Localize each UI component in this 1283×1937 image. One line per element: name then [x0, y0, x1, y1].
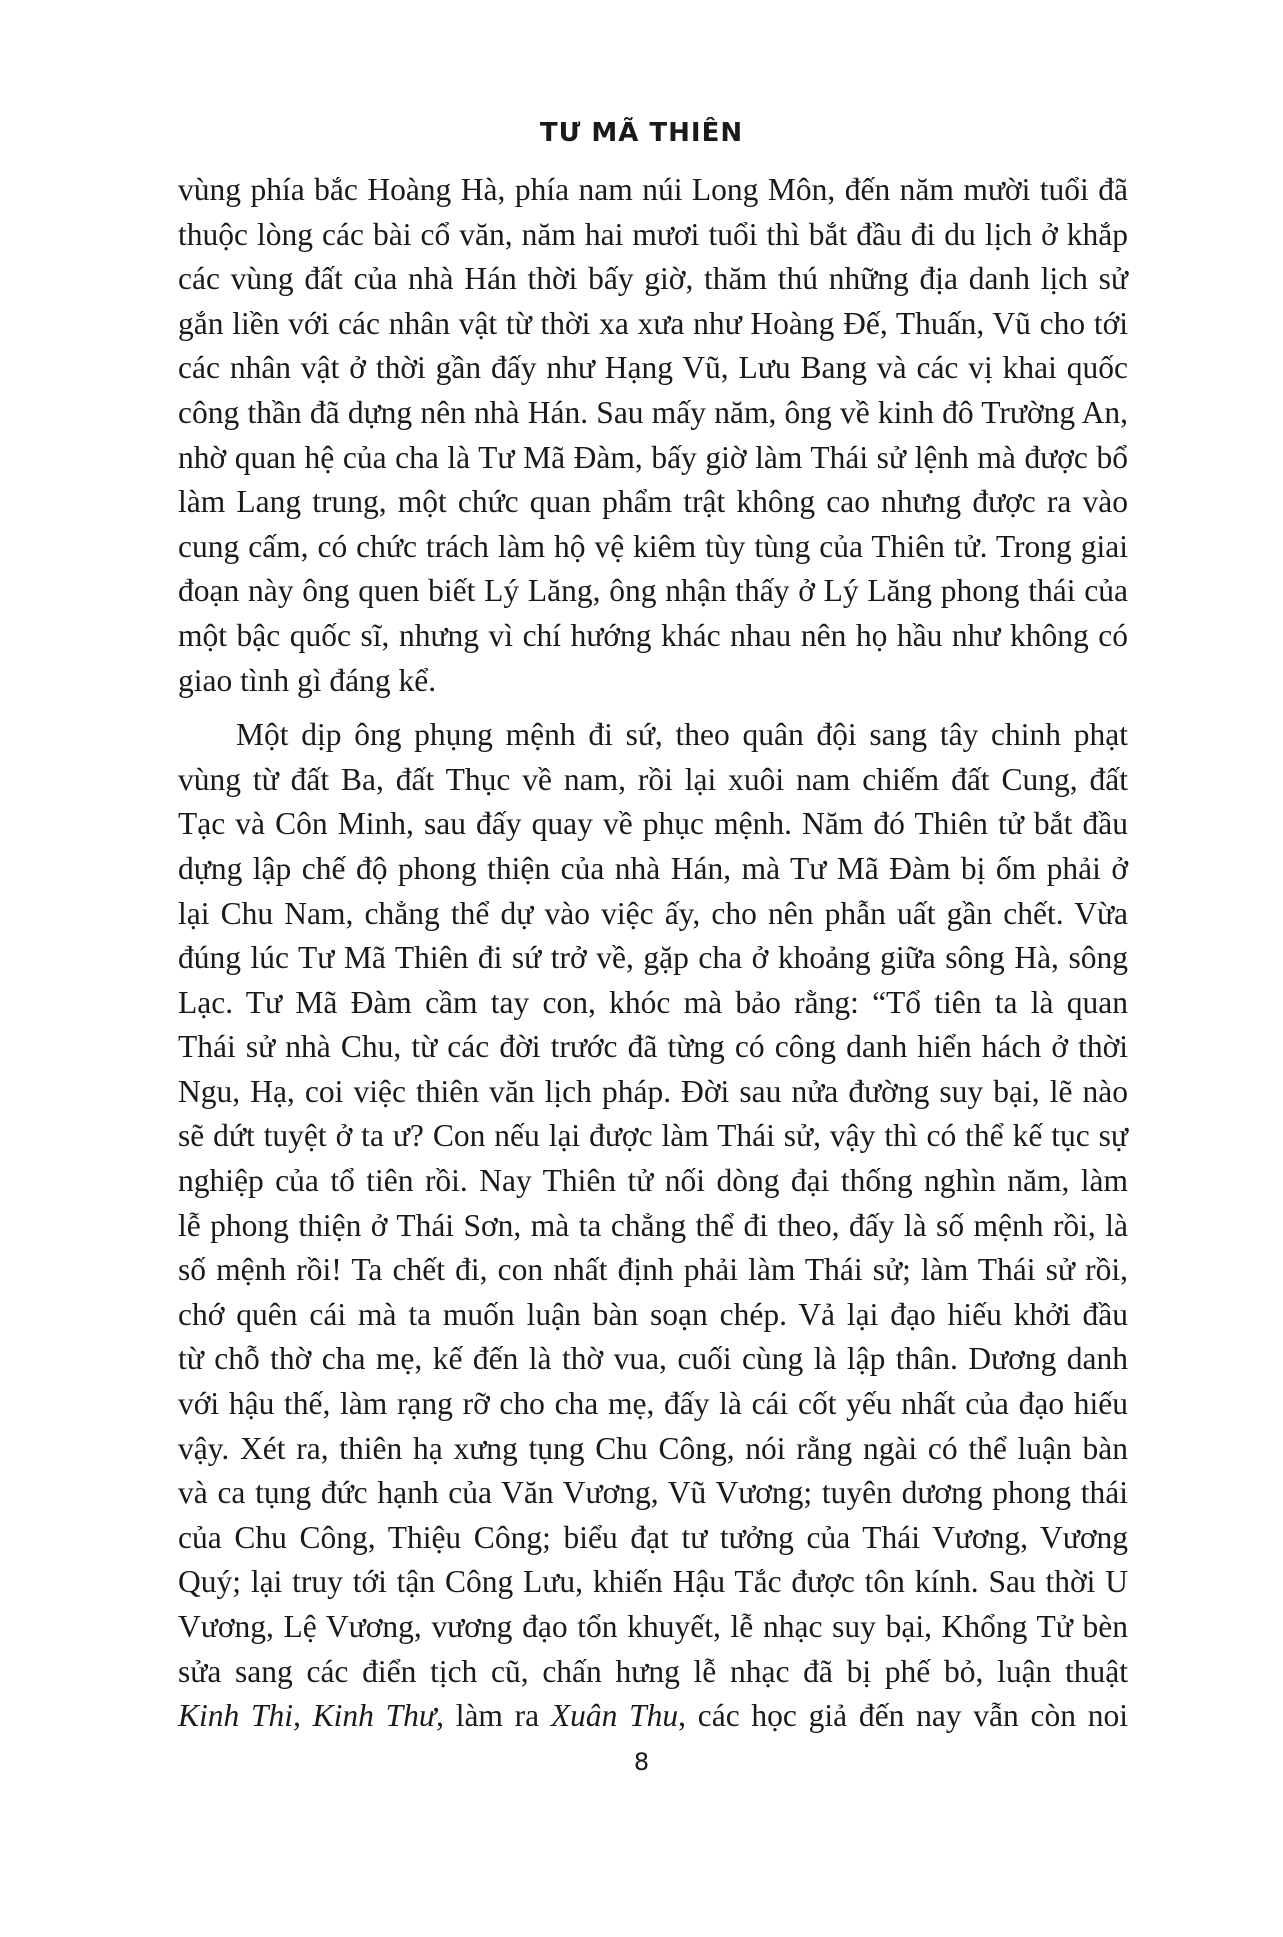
text-line: vùng từ đất Ba, đất Thục về nam, rồi lại xuôi nam chiếm đất Cung, đất [178, 761, 1128, 797]
text-line: nghiệp của tổ tiên rồi. Nay Thiên tử nối dòng đại thống nghìn năm, làm [178, 1163, 1128, 1199]
page-number: 8 [633, 1748, 650, 1776]
text-line: nhờ quan hệ của cha là Tư Mã Đàm, bấy giờ làm Thái sử lệnh mà được bổ [178, 439, 1128, 475]
paragraph-1 [178, 168, 1128, 703]
running-head-title: TƯ MÃ THIÊN [539, 118, 744, 148]
text-line: công thần đã dựng nên nhà Hán. Sau mấy năm, ông về kinh đô Trường An, [178, 394, 1128, 430]
text-line: cung cấm, có chức trách làm hộ vệ kiêm tùy tùng của Thiên tử. Trong giai [178, 528, 1128, 564]
text-line: sửa sang các điển tịch cũ, chấn hưng lễ nhạc đã bị phế bỏ, luận thuật [178, 1653, 1128, 1689]
text-line: sẽ dứt tuyệt ở ta ư? Con nếu lại được làm Thái sử, vậy thì có thể kế tục sự [178, 1118, 1128, 1154]
text-line: lễ phong thiện ở Thái Sơn, mà ta chẳng thể đi theo, đấy là số mệnh rồi, là [178, 1207, 1128, 1243]
book-title-kinh-thi-kinh-thu: Kinh Thi, Kinh Thư [178, 1698, 437, 1734]
text-line: Một dịp ông phụng mệnh đi sứ, theo quân đội sang tây chinh phạt [236, 717, 1128, 753]
text-line: gắn liền với các nhân vật từ thời xa xưa như Hoàng Đế, Thuấn, Vũ cho tới [178, 305, 1128, 341]
text-line: vậy. Xét ra, thiên hạ xưng tụng Chu Công, nói rằng ngài có thể luận bàn [178, 1430, 1128, 1466]
text-line: Tạc và Côn Minh, sau đấy quay về phục mệnh. Năm đó Thiên tử bắt đầu [178, 806, 1128, 842]
text-line-last [178, 1694, 1128, 1739]
text-line: các nhân vật ở thời gần đấy như Hạng Vũ, Lưu Bang và các vị khai quốc [178, 350, 1128, 386]
text-line: Lạc. Tư Mã Đàm cầm tay con, khóc mà bảo rằng: “Tổ tiên ta là quan [178, 984, 1128, 1020]
text-line: Thái sử nhà Chu, từ các đời trước đã từng có công danh hiển hách ở thời [178, 1029, 1128, 1065]
text-line: một bậc quốc sĩ, nhưng vì chí hướng khác nhau nên họ hầu như không có [178, 617, 1128, 653]
text-line: Quý; lại truy tới tận Công Lưu, khiến Hậu Tắc được tôn kính. Sau thời U [178, 1564, 1128, 1600]
text-line: và ca tụng đức hạnh của Văn Vương, Vũ Vương; tuyên dương phong thái [178, 1475, 1128, 1511]
body-text [178, 168, 1128, 1739]
text-line: dựng lập chế độ phong thiện của nhà Hán, mà Tư Mã Đàm bị ốm phải ở [178, 850, 1128, 886]
text-line: Ngu, Hạ, coi việc thiên văn lịch pháp. Đời sau nửa đường suy bại, lẽ nào [178, 1073, 1128, 1109]
text-line: với hậu thế, làm rạng rỡ cho cha mẹ, đấy là cái cốt yếu nhất của đạo hiếu [178, 1386, 1128, 1422]
text-line: chớ quên cái mà ta muốn luận bàn soạn chép. Vả lại đạo hiếu khởi đầu [178, 1296, 1128, 1332]
book-title-xuan-thu: Xuân Thu [550, 1698, 679, 1734]
text-line: giao tình gì đáng kể. [178, 662, 437, 698]
text-line: đúng lúc Tư Mã Thiên đi sứ trở về, gặp cha ở khoảng giữa sông Hà, sông [178, 940, 1128, 976]
text-line: làm Lang trung, một chức quan phẩm trật không cao nhưng được ra vào [178, 484, 1128, 520]
text-line: lại Chu Nam, chẳng thể dự vào việc ấy, cho nên phẫn uất gần chết. Vừa [178, 895, 1128, 931]
text-line: thuộc lòng các bài cổ văn, năm hai mươi tuổi thì bắt đầu đi du lịch ở khắp [178, 216, 1128, 252]
text-line: của Chu Công, Thiệu Công; biểu đạt tư tưởng của Thái Vương, Vương [178, 1519, 1128, 1555]
paragraph-2 [178, 713, 1128, 1739]
text-fragment: , làm ra [436, 1698, 551, 1734]
text-line: Vương, Lệ Vương, vương đạo tổn khuyết, lễ nhạc suy bại, Khổng Tử bèn [178, 1609, 1128, 1644]
text-line: số mệnh rồi! Ta chết đi, con nhất định phải làm Thái sử; làm Thái sử rồi, [178, 1252, 1128, 1288]
text-line: vùng phía bắc Hoàng Hà, phía nam núi Long Môn, đến năm mười tuổi đã [178, 172, 1128, 207]
text-fragment: , các học giả đến nay vẫn còn noi [678, 1698, 1128, 1734]
text-line: đoạn này ông quen biết Lý Lăng, ông nhận thấy ở Lý Lăng phong thái của [178, 573, 1128, 609]
text-line: từ chỗ thờ cha mẹ, kế đến là thờ vua, cuối cùng là lập thân. Dương danh [178, 1341, 1128, 1377]
text-line: các vùng đất của nhà Hán thời bấy giờ, thăm thú những địa danh lịch sử [178, 261, 1128, 297]
